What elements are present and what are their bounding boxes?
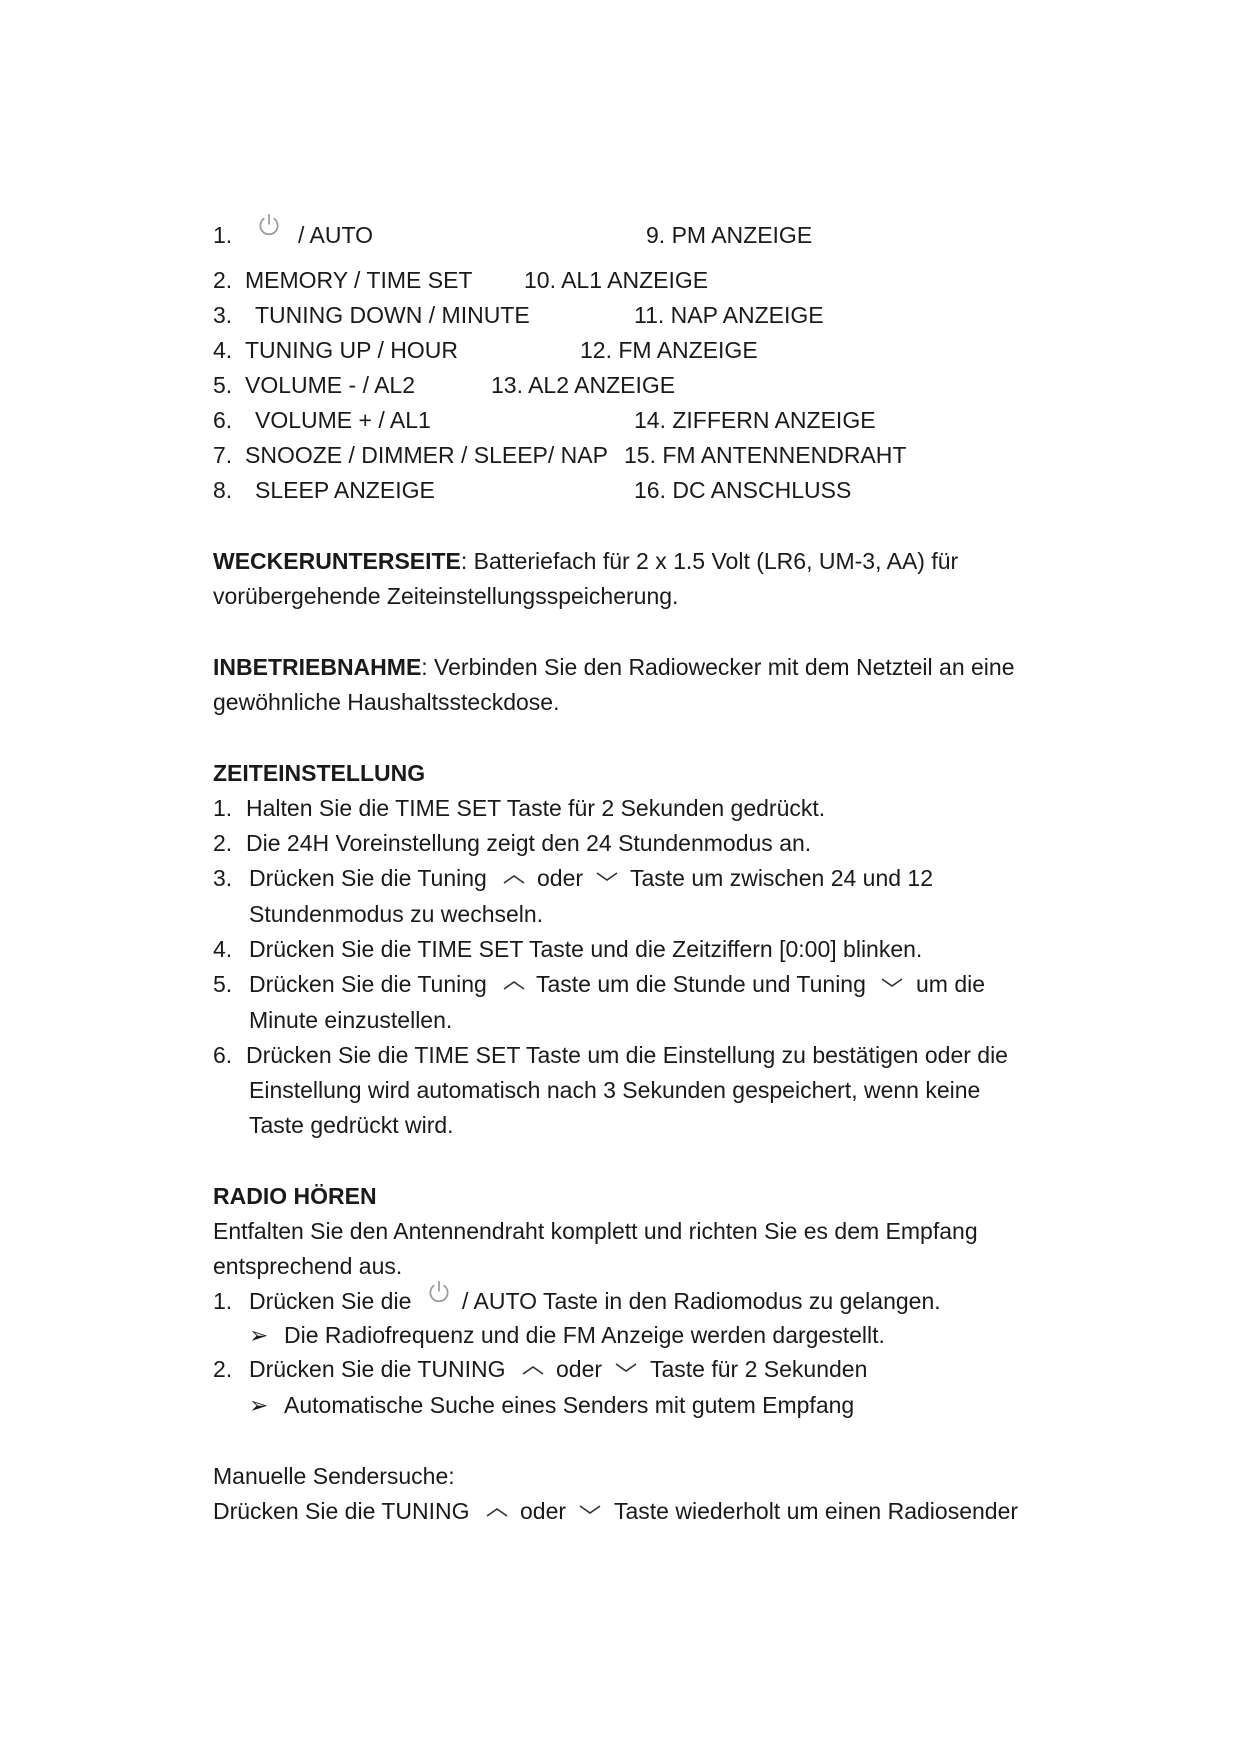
step-text: Drücken Sie die TUNING [249, 1356, 506, 1382]
part-label: VOLUME - / AL2 [245, 372, 416, 398]
step-number: 6. [213, 1042, 233, 1068]
part-label: VOLUME + / AL1 [255, 407, 431, 433]
part-number: 4. [213, 337, 233, 363]
part-label: TUNING UP / HOUR [245, 337, 458, 363]
step-text: / AUTO Taste in den Radiomodus zu gelangen. [462, 1288, 941, 1314]
part-label: SNOOZE / DIMMER / SLEEP/ NAP [245, 442, 608, 468]
part-number: 7. [213, 442, 233, 468]
step-number: 1. [213, 795, 233, 821]
manual-heading: Manuelle Sendersuche: [213, 1463, 455, 1489]
part-item: 15. FM ANTENNENDRAHT [624, 442, 907, 468]
step-continuation: Stundenmodus zu wechseln. [249, 901, 544, 927]
part-number: 5. [213, 372, 233, 398]
radio-intro: entsprechend aus. [213, 1253, 403, 1279]
step-text: oder [556, 1356, 603, 1382]
part-item: 14. ZIFFERN ANZEIGE [634, 407, 876, 433]
part-label: / AUTO [298, 222, 373, 248]
part-item: 12. FM ANZEIGE [580, 337, 758, 363]
chevron-up-icon [521, 1363, 545, 1377]
step-continuation: Minute einzustellen. [249, 1007, 453, 1033]
chevron-down-icon [578, 1503, 602, 1517]
manual-text: oder [520, 1498, 567, 1524]
step-text: Taste um die Stunde und Tuning [536, 971, 866, 997]
step-text: Die 24H Voreinstellung zeigt den 24 Stundenmodus an. [246, 830, 812, 856]
sub-step-text: Automatische Suche eines Senders mit gutem Empfang [284, 1392, 855, 1418]
radio-heading: RADIO HÖREN [213, 1183, 377, 1209]
chevron-up-icon [502, 872, 526, 886]
step-text: Taste für 2 Sekunden [650, 1356, 868, 1382]
chevron-up-icon [485, 1505, 509, 1519]
chevron-down-icon [880, 976, 904, 990]
part-item: 11. NAP ANZEIGE [634, 302, 824, 328]
part-label: MEMORY / TIME SET [245, 267, 473, 293]
step-continuation: Taste gedrückt wird. [249, 1112, 454, 1138]
step-number: 2. [213, 1356, 233, 1382]
step-continuation: Einstellung wird automatisch nach 3 Sekunden gespeichert, wenn keine [249, 1077, 981, 1103]
step-text: um die [916, 971, 986, 997]
step-number: 3. [213, 865, 233, 891]
power-icon [426, 1279, 452, 1305]
step-text: Drücken Sie die TIME SET Taste um die Einstellung zu bestätigen oder die [246, 1042, 1008, 1068]
part-label: TUNING DOWN / MINUTE [255, 302, 530, 328]
startup-text: : Verbinden Sie den Radiowecker mit dem Netzteil an eine [421, 654, 1015, 680]
manual-text: Drücken Sie die TUNING [213, 1498, 470, 1524]
power-icon [256, 212, 282, 238]
part-label: SLEEP ANZEIGE [255, 477, 435, 503]
part-item: 16. DC ANSCHLUSS [634, 477, 852, 503]
step-text: Drücken Sie die Tuning [249, 865, 487, 891]
startup-line2: gewöhnliche Haushaltssteckdose. [213, 689, 560, 715]
startup-line1 [213, 656, 1015, 679]
step-number: 2. [213, 830, 233, 856]
step-number: 5. [213, 971, 233, 997]
step-number: 1. [213, 1288, 233, 1314]
step-text: Taste um zwischen 24 und 12 [630, 865, 934, 891]
step-number: 4. [213, 936, 233, 962]
step-text: Halten Sie die TIME SET Taste für 2 Sekunden gedrückt. [246, 795, 826, 821]
part-item: 13. AL2 ANZEIGE [491, 372, 676, 398]
chevron-down-icon [614, 1361, 638, 1375]
manual-text: Taste wiederholt um einen Radiosender [614, 1498, 1019, 1524]
underside-text: : Batteriefach für 2 x 1.5 Volt (LR6, UM-3, AA) für [460, 548, 959, 574]
part-item: 10. AL1 ANZEIGE [524, 267, 709, 293]
chevron-up-icon [502, 978, 526, 992]
part-number: 2. [213, 267, 233, 293]
bullet-icon: ➢ [249, 1322, 269, 1348]
part-number: 1. [213, 222, 233, 248]
step-text: Drücken Sie die [249, 1288, 412, 1314]
part-item: 9. PM ANZEIGE [646, 222, 813, 248]
bullet-icon: ➢ [249, 1392, 269, 1418]
part-number: 3. [213, 302, 233, 328]
startup-heading: INBETRIEBNAHME [213, 654, 422, 680]
underside-line2: vorübergehende Zeiteinstellungsspeicherung. [213, 583, 679, 609]
time-setting-heading: ZEITEINSTELLUNG [213, 760, 426, 786]
step-text: Drücken Sie die Tuning [249, 971, 487, 997]
sub-step-text: Die Radiofrequenz und die FM Anzeige werden dargestellt. [284, 1322, 885, 1348]
underside-line1 [213, 550, 958, 573]
part-number: 6. [213, 407, 233, 433]
step-text: Drücken Sie die TIME SET Taste und die Zeitziffern [0:00] blinken. [249, 936, 923, 962]
step-text: oder [537, 865, 584, 891]
underside-heading: WECKERUNTERSEITE [213, 548, 461, 574]
chevron-down-icon [595, 870, 619, 884]
part-number: 8. [213, 477, 233, 503]
radio-intro: Entfalten Sie den Antennendraht komplett und richten Sie es dem Empfang [213, 1218, 978, 1244]
